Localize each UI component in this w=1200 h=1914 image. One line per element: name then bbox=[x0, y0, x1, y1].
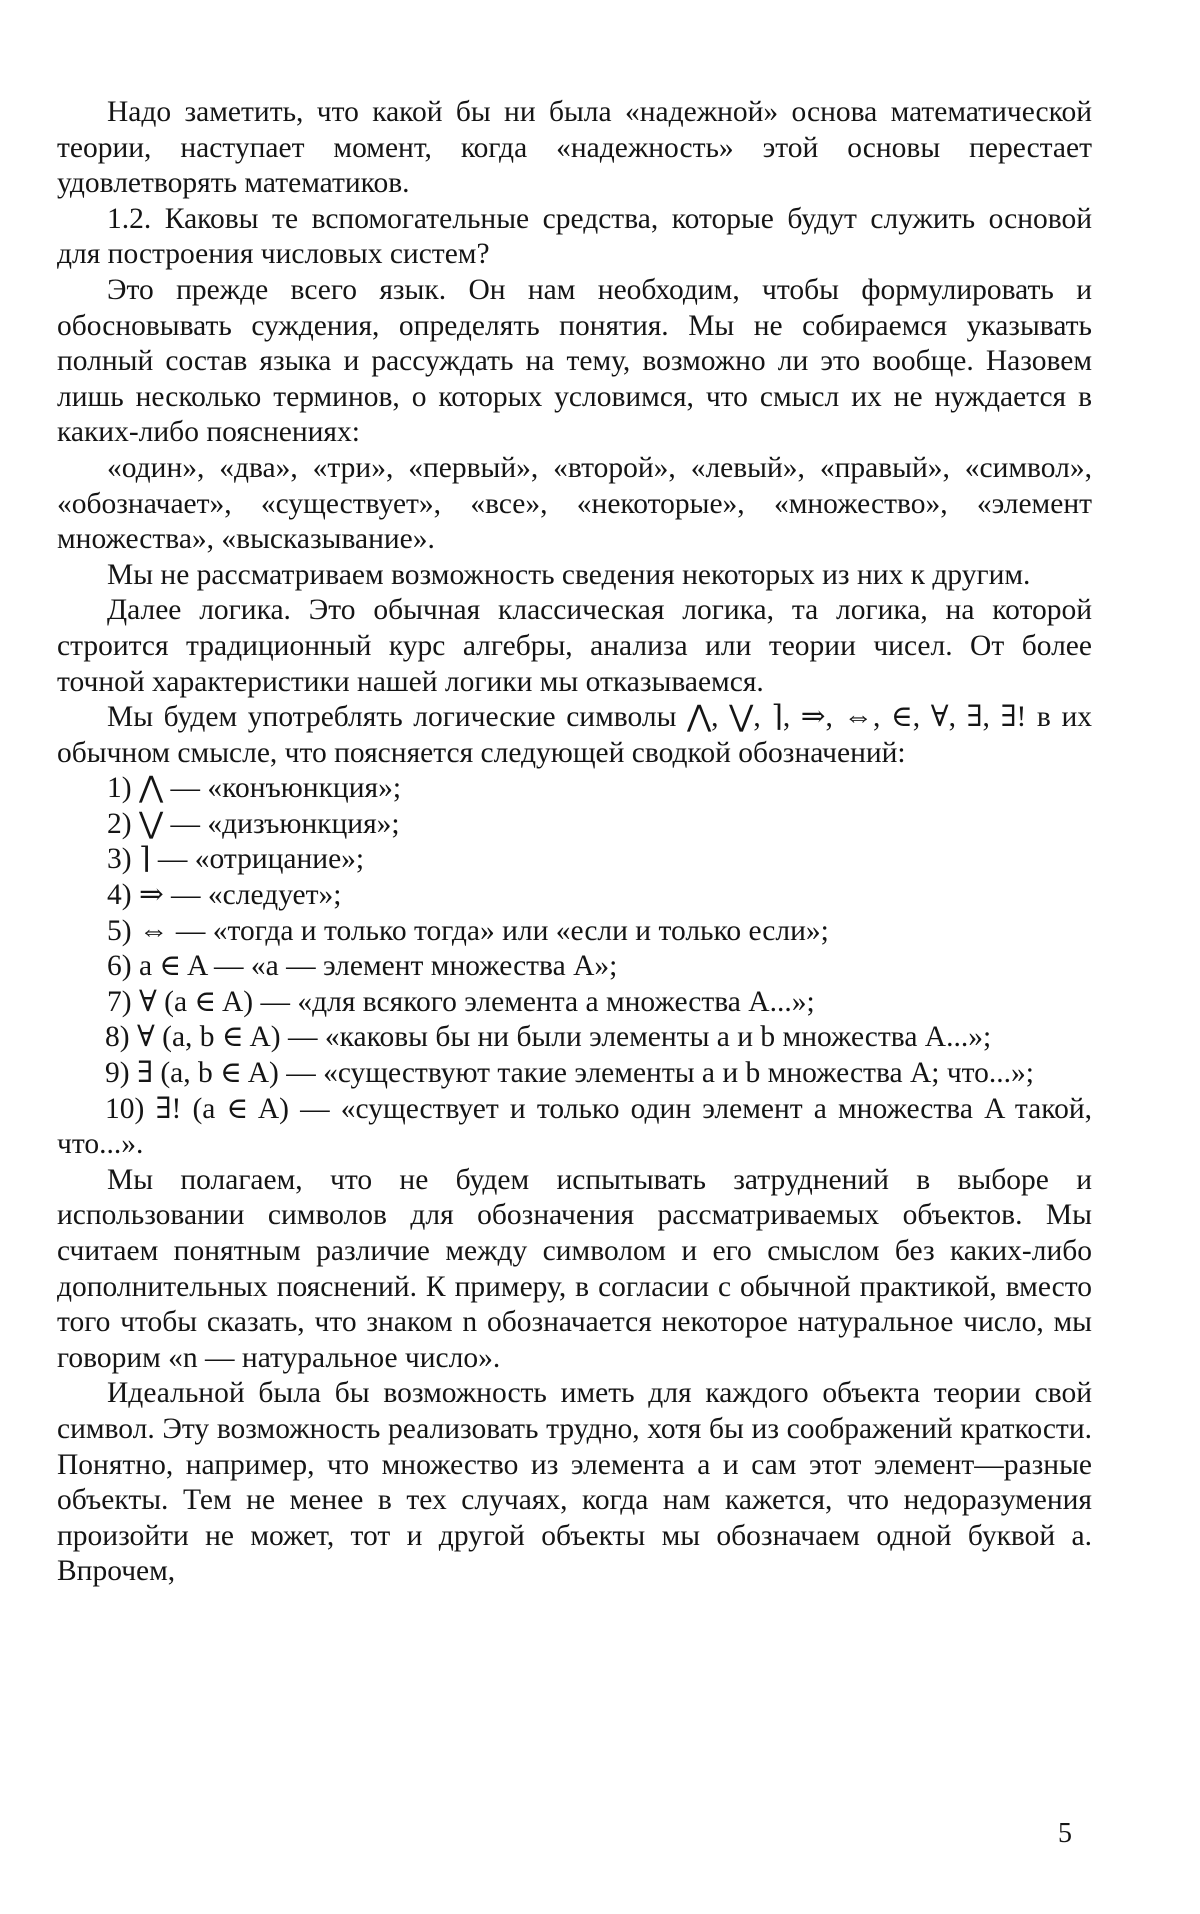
list-item: 8) ∀ (a, b ∈ A) — «каковы бы ни были элементы a и b множества A...»; bbox=[105, 1021, 992, 1054]
list-item: 4) ⇒ — «следует»; bbox=[107, 879, 342, 912]
page-number: 5 bbox=[1058, 1818, 1072, 1849]
paragraph: Это прежде всего язык. Он нам необходим, чтобы формулировать и обосновывать суждения, определять понятия. Мы не собираемся указывать полный состав языка и рассуждать на тему, возможно ли это вообще. Назовем лишь несколько терминов, о которых условимся, что смысл их не нуждается в каких-либо пояснениях: bbox=[57, 273, 1092, 449]
paragraph: Надо заметить, что какой бы ни была «надежной» основа математической теории, наступает момент, когда «надежность» этой основы перестает удовлетворять математиков. bbox=[57, 96, 1092, 200]
list-item: 5) ⇔ — «тогда и только тогда» или «если и только если»; bbox=[107, 914, 829, 947]
paragraph: Идеальной была бы возможность иметь для каждого объекта теории свой символ. Эту возможность реализовать трудно, хотя бы из соображений краткости. Понятно, например, что множество из элемента a и сам этот элемент—разные объекты. Тем не менее в тех случаях, когда нам кажется, что недоразумения произойти не может, тот и другой объекты мы обозначаем одной буквой a. Впрочем, bbox=[57, 1377, 1092, 1588]
list-item: 6) a ∈ A — «a — элемент множества A»; bbox=[107, 950, 618, 983]
list-item: 2) ⋁ — «дизъюнкция»; bbox=[107, 807, 400, 840]
paragraph: «один», «два», «три», «первый», «второй», «левый», «правый», «символ», «обозначает», «существует», «все», «некоторые», «множество», «элемент множества», «высказывание». bbox=[57, 451, 1092, 556]
paragraph: Далее логика. Это обычная классическая логика, та логика, на которой строится традиционный курс алгебры, анализа или теории чисел. От более точной характеристики нашей логики мы отказываемся. bbox=[57, 594, 1092, 698]
paragraph: Мы полагаем, что не будем испытывать затруднений в выборе и использовании символов для обозначения рассматриваемых объектов. Мы считаем понятным различие между символом и его смыслом без каких-либо дополнительных пояснений. К примеру, в согласии с обычной практикой, вместо того чтобы сказать, что знаком n обозначается некоторое натуральное число, мы говорим «n — натуральное число». bbox=[57, 1163, 1092, 1374]
paragraph: Мы не рассматриваем возможность сведения некоторых из них к другим. bbox=[107, 558, 1031, 591]
list-item: 3) ⌉ — «отрицание»; bbox=[107, 843, 365, 876]
page-text bbox=[57, 95, 1092, 1590]
paragraph: Мы будем употреблять логические символы ⋀, ⋁, ⌉, ⇒, ⇔, ∈, ∀, ∃, ∃! в их обычном смысле, что поясняется следующей сводкой обозначений: bbox=[57, 701, 1092, 769]
list-item: 9) ∃ (a, b ∈ A) — «существуют такие элементы a и b множества A; что...»; bbox=[105, 1057, 1034, 1090]
list-item: 1) ⋀ — «конъюнкция»; bbox=[107, 772, 402, 805]
list-item: 10) ∃! (a ∈ A) — «существует и только один элемент a множества A такой, что...». bbox=[57, 1092, 1092, 1161]
list-item: 7) ∀ (a ∈ A) — «для всякого элемента a множества A...»; bbox=[107, 985, 815, 1018]
paragraph: 1.2. Каковы те вспомогательные средства, которые будут служить основой для построения числовых систем? bbox=[57, 202, 1092, 271]
